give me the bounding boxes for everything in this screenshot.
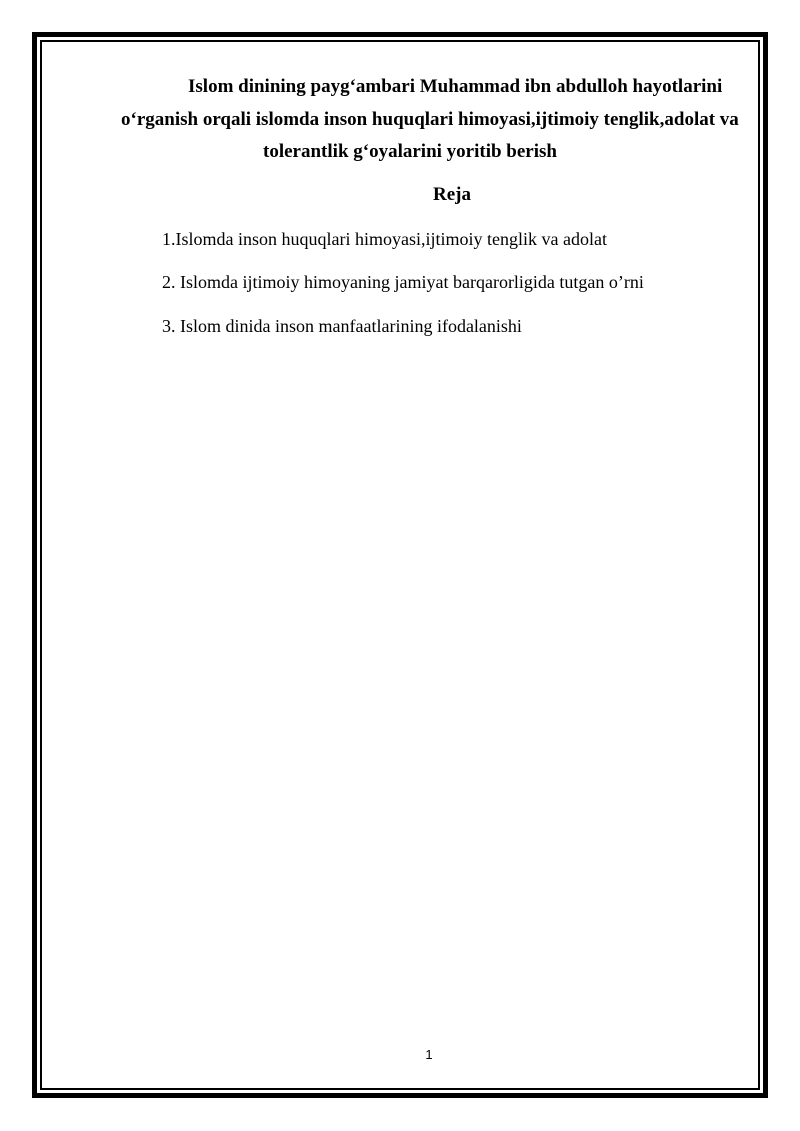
document-title-line-2: o‘rganish orqali islomda inson huquqlari himoyasi,ijtimoiy tenglik,adolat va — [121, 109, 739, 130]
plan-item-3: 3. Islom dinida inson manfaatlarining ifodalanishi — [162, 316, 522, 336]
plan-heading: Reja — [433, 184, 471, 205]
plan-item-1: 1.Islomda inson huquqlari himoyasi,ijtimoiy tenglik va adolat — [162, 229, 607, 249]
document-title-line-1: Islom dinining payg‘ambari Muhammad ibn abdulloh hayotlarini — [188, 76, 723, 97]
page-number: 1 — [425, 1047, 433, 1062]
document-title-line-3: tolerantlik g‘oyalarini yoritib berish — [263, 141, 557, 162]
plan-item-2: 2. Islomda ijtimoiy himoyaning jamiyat barqarorligida tutgan o’rni — [162, 272, 644, 292]
